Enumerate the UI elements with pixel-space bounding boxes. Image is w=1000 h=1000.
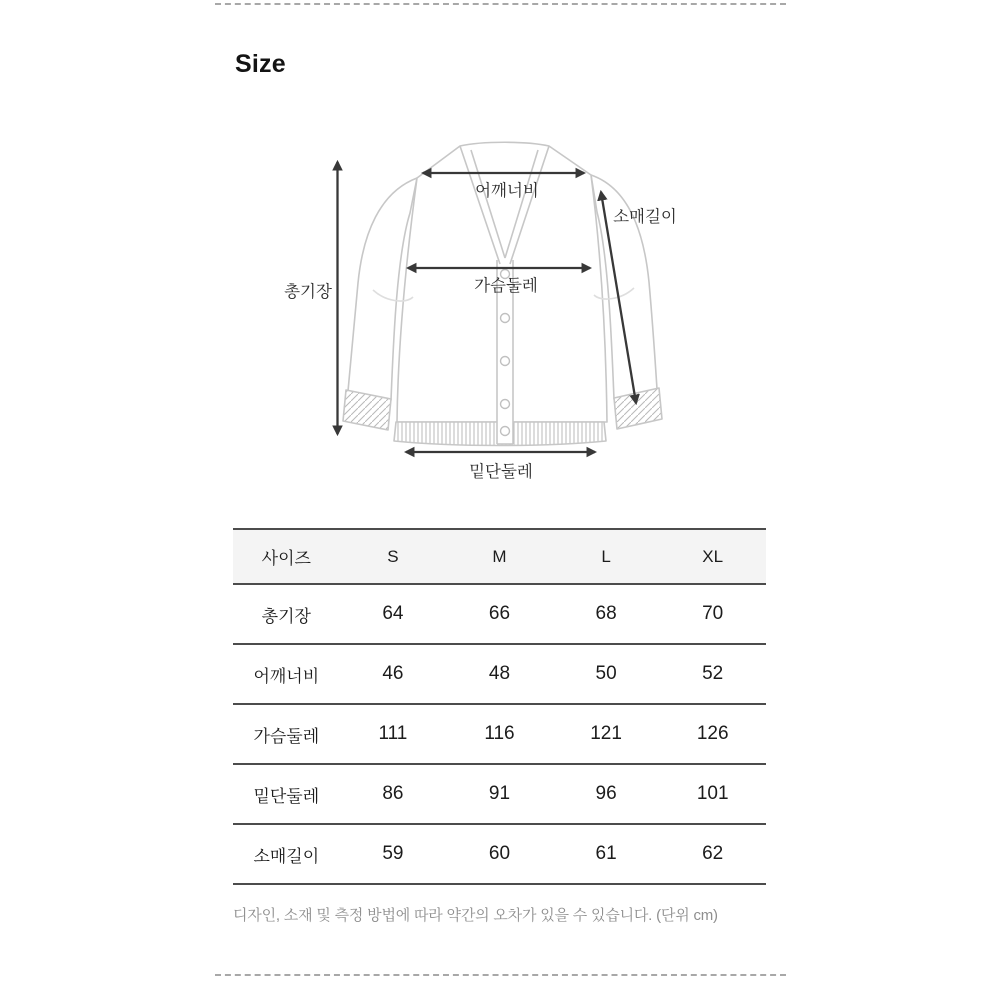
cell-value: 70 — [702, 603, 724, 624]
table-row — [233, 824, 766, 884]
cell-value: 48 — [488, 663, 511, 684]
cell-value: 111 — [378, 723, 408, 744]
size-table — [233, 528, 766, 885]
cell-value: 46 — [382, 663, 404, 684]
hem-label: 밑단둘레 — [469, 463, 533, 481]
page-title: Size — [235, 50, 286, 78]
shoulder-width-label: 어깨너비 — [475, 182, 539, 200]
table-row — [233, 644, 766, 704]
cell-value: 96 — [595, 783, 617, 804]
row-label: 가슴둘레 — [253, 726, 320, 746]
chest-label: 가슴둘레 — [474, 277, 538, 295]
row-label: 밑단둘레 — [253, 786, 320, 806]
total-length-label: 총기장 — [284, 283, 332, 301]
cell-value: 50 — [595, 663, 617, 684]
cell-value: 101 — [696, 783, 729, 804]
cell-value: 64 — [382, 603, 404, 624]
sleeve-length-label: 소매길이 — [613, 208, 677, 226]
header-cell-size: 사이즈 — [261, 549, 311, 568]
cell-value: 66 — [488, 603, 511, 624]
size-table-header — [233, 529, 766, 584]
cell-value: 68 — [595, 603, 617, 624]
header-row — [233, 529, 766, 584]
row-label: 어깨너비 — [253, 666, 320, 686]
top-dashed-divider — [215, 3, 786, 5]
cell-value: 52 — [702, 663, 724, 684]
header-cell-xl: XL — [702, 546, 724, 566]
cardigan-diagram — [260, 128, 740, 498]
header-cell-m: M — [492, 546, 507, 566]
cell-value: 91 — [488, 783, 511, 804]
header-cell-l: L — [601, 546, 611, 566]
measurement-disclaimer: 디자인, 소재 및 측정 방법에 따라 약간의 오차가 있을 수 있습니다. (단위 cm) — [233, 907, 718, 924]
bottom-dashed-divider — [215, 974, 786, 976]
cell-value: 86 — [382, 783, 404, 804]
table-row — [233, 764, 766, 824]
table-row — [233, 704, 766, 764]
cell-value: 60 — [488, 843, 511, 864]
header-cell-s: S — [387, 546, 399, 566]
row-label: 총기장 — [261, 606, 311, 626]
cell-value: 59 — [382, 843, 404, 864]
table-row — [233, 584, 766, 644]
cell-value: 61 — [595, 843, 617, 864]
cell-value: 116 — [484, 723, 515, 744]
cell-value: 62 — [702, 843, 724, 864]
cell-value: 126 — [696, 723, 729, 744]
row-label: 소매길이 — [253, 846, 320, 866]
cell-value: 121 — [590, 723, 622, 744]
